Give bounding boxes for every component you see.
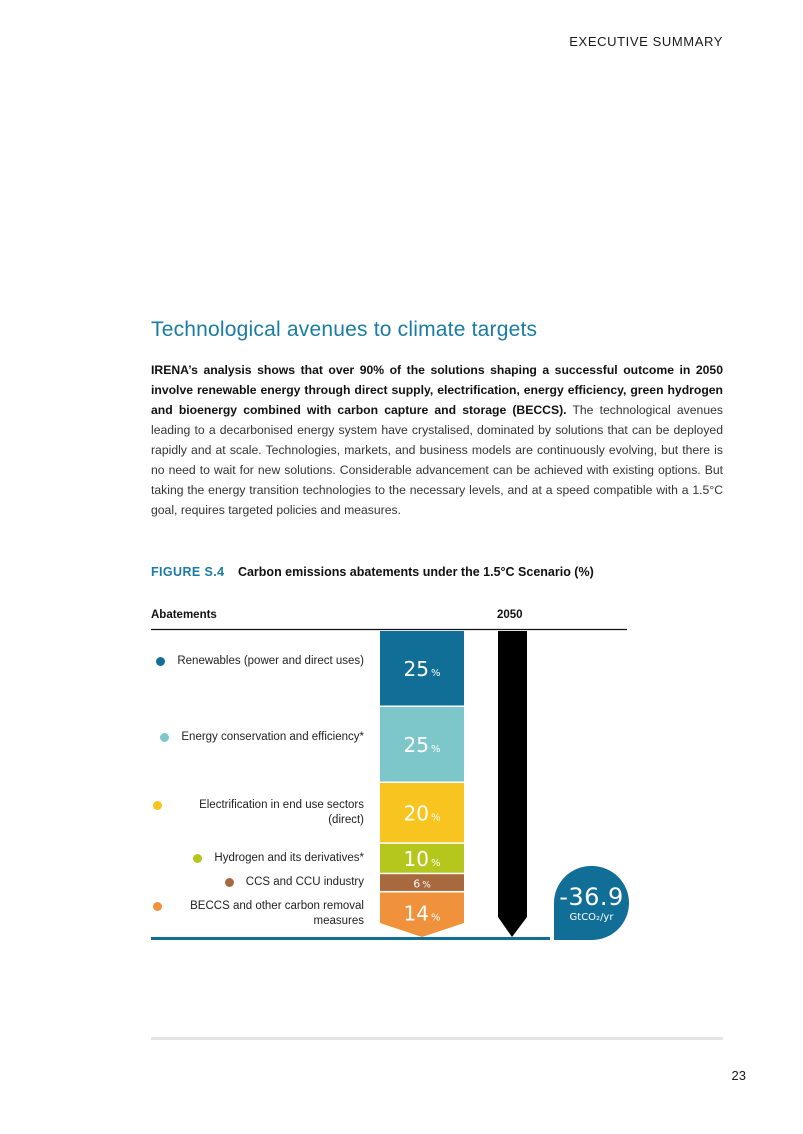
section-title: Technological avenues to climate targets <box>151 318 538 341</box>
figure-number: FIGURE S.4 <box>151 565 225 579</box>
stacked-bar <box>380 631 464 937</box>
page-number: 23 <box>731 1068 746 1083</box>
bar-value-label-renewables: 25 % <box>403 657 441 681</box>
bar-value-label-energy-efficiency: 25 % <box>403 733 441 757</box>
bar-value-label-hydrogen: 10 % <box>403 847 441 871</box>
legend-dot-icon <box>225 878 234 887</box>
category-label-hydrogen <box>193 851 364 866</box>
category-label-electrification <box>153 798 364 828</box>
paragraph-bold-lead: IRENA’s analysis shows that over 90% of the solutions shaping a successful outcome in 2050 involve renewable energy through direct supply, electrification, energy efficiency, green hydrogen and bioenergy combined with carbon capture and storage (BECCS). <box>151 363 723 417</box>
paragraph-body: The technological avenues leading to a decarbonised energy system have crystalised, dominated by solutions that can be deployed rapidly and at scale. Technologies, markets, and business models are continuously evolving, but there is no need to wait for new solutions. Considerable advancement can be achieved with existing options. But taking the energy transition technologies to the necessary levels, and at a speed compatible with a 1.5°C goal, requires targeted policies and measures. <box>151 403 723 517</box>
category-label-text: BECCS and other carbon removal measures <box>190 899 364 927</box>
category-label-ccs-ccu <box>225 875 364 890</box>
category-label-beccs <box>153 899 364 929</box>
legend-dot-icon <box>153 801 162 810</box>
figure-title: Carbon emissions abatements under the 1.5°C Scenario (%) <box>237 565 594 579</box>
footer-rule <box>151 1037 723 1040</box>
year-column-title: 2050 <box>497 609 523 621</box>
legend-dot-icon <box>160 733 169 742</box>
legend-dot-icon <box>193 854 202 863</box>
category-label-energy-efficiency <box>160 730 364 745</box>
category-label-text: Electrification in end use sectors (direct) <box>199 799 364 827</box>
total-value: -36.9 <box>559 883 624 911</box>
legend-dot-icon <box>153 902 162 911</box>
chart-baseline <box>151 937 550 940</box>
bar-value-label-ccs-ccu: 6 % <box>413 877 431 891</box>
category-label-text: Energy conservation and efficiency* <box>181 731 364 743</box>
total-unit: GtCO₂/yr <box>569 912 614 923</box>
abatements-axis-title: Abatements <box>151 609 217 621</box>
running-header: EXECUTIVE SUMMARY <box>569 34 723 49</box>
category-label-text: Renewables (power and direct uses) <box>177 655 364 667</box>
bar-value-label-electrification: 20 % <box>403 801 441 826</box>
legend-dot-icon <box>156 657 165 666</box>
total-abatement-badge <box>554 866 629 940</box>
category-label-text: CCS and CCU industry <box>245 875 364 888</box>
category-label-renewables <box>156 654 364 669</box>
bar-value-label-beccs: 14 % <box>403 901 441 926</box>
category-label-text: Hydrogen and its derivatives* <box>214 851 364 864</box>
total-reduction-arrow <box>498 631 527 937</box>
